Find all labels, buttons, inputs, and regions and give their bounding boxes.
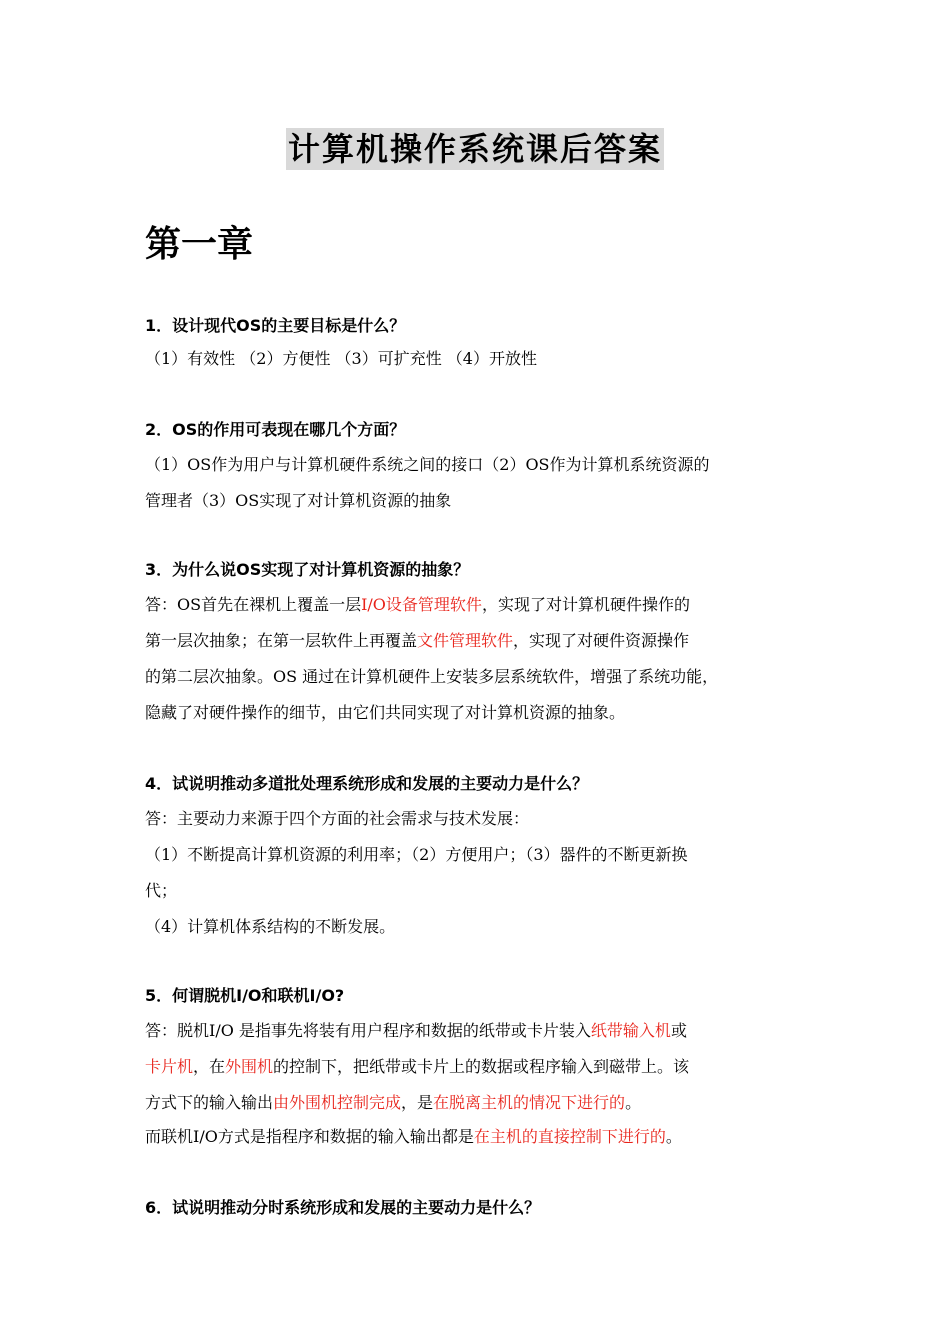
- question-3-answer-line-2: [145, 623, 825, 659]
- question-4-answer-line-3: 代；: [145, 881, 178, 900]
- question-3-answer-line-4: 隐藏了对硬件操作的细节，由它们共同实现了对计算机资源的抽象。: [145, 703, 626, 722]
- question-1-answer: （1）有效性 （2）方便性 （3）可扩充性 （4）开放性: [145, 349, 537, 368]
- highlight-text: 纸带输入机: [590, 1021, 671, 1040]
- text-run: 答：脱机I/O 是指事先将装有用户程序和数据的纸带或卡片装入: [145, 1021, 591, 1040]
- text-run: 。: [665, 1127, 682, 1146]
- highlight-text: 外围机: [225, 1057, 274, 1076]
- question-4-answer-line-4: （4）计算机体系结构的不断发展。: [145, 917, 396, 936]
- text-run: ，是: [401, 1093, 434, 1112]
- question-5-text: 5．何谓脱机I/O和联机I/O?: [145, 986, 345, 1005]
- question-3-answer-line-1: [145, 587, 825, 623]
- document-title: 计算机操作系统课后答案: [287, 130, 662, 168]
- question-6-text: 6．试说明推动分时系统形成和发展的主要动力是什么？: [145, 1198, 541, 1217]
- title-container: [0, 128, 950, 170]
- question-4: [145, 772, 825, 945]
- question-2: [145, 418, 825, 519]
- text-run: 答：OS首先在裸机上覆盖一层: [145, 595, 362, 614]
- question-4-text: 4．试说明推动多道批处理系统形成和发展的主要动力是什么？: [145, 774, 589, 793]
- chapter-heading: 第一章: [145, 224, 254, 265]
- highlight-text: 在脱离主机的情况下进行的: [433, 1093, 626, 1112]
- question-5-answer-line-3: [145, 1085, 825, 1121]
- question-4-answer-line-2: （1）不断提高计算机资源的利用率；（2）方便用户；（3）器件的不断更新换: [145, 845, 688, 864]
- text-run: 或: [670, 1021, 687, 1040]
- highlight-text: 在主机的直接控制下进行的: [473, 1127, 666, 1146]
- highlight-text: 由外围机控制完成: [273, 1093, 402, 1112]
- text-run: 方式下的输入输出: [145, 1093, 274, 1112]
- question-2-answer-line-1: （1）OS作为用户与计算机硬件系统之间的接口（2）OS作为计算机系统资源的: [145, 455, 710, 474]
- question-5-answer-line-2: [145, 1049, 825, 1085]
- question-3-answer-line-3: 的第二层次抽象。OS 通过在计算机硬件上安装多层系统软件，增强了系统功能，: [145, 667, 719, 686]
- text-run: ，实现了对硬件资源操作: [513, 631, 690, 650]
- question-2-answer-line-2: 管理者（3）OS实现了对计算机资源的抽象: [145, 491, 452, 510]
- question-4-answer-line-1: 答：主要动力来源于四个方面的社会需求与技术发展：: [145, 809, 530, 828]
- question-1: [145, 314, 825, 375]
- text-run: 的控制下，把纸带或卡片上的数据或程序输入到磁带上。该: [273, 1057, 690, 1076]
- highlight-text: I/O设备管理软件: [361, 595, 482, 614]
- question-5-answer-line-4: [145, 1121, 825, 1153]
- text-run: 而联机I/O方式是指程序和数据的输入输出都是: [145, 1127, 474, 1146]
- question-3-text: 3．为什么说OS实现了对计算机资源的抽象？: [145, 560, 470, 579]
- question-5: [145, 984, 825, 1153]
- text-run: ，实现了对计算机硬件操作的: [481, 595, 690, 614]
- text-run: ，在: [193, 1057, 226, 1076]
- text-run: 。: [625, 1093, 642, 1112]
- question-3: [145, 558, 825, 731]
- highlight-text: 卡片机: [145, 1057, 194, 1076]
- question-5-answer-line-1: [145, 1013, 825, 1049]
- highlight-text: 文件管理软件: [417, 631, 514, 650]
- question-6: [145, 1196, 825, 1225]
- question-1-text: 1．设计现代OS的主要目标是什么？: [145, 316, 406, 335]
- question-2-text: 2．OS的作用可表现在哪几个方面？: [145, 420, 406, 439]
- text-run: 第一层次抽象；在第一层软件上再覆盖: [145, 631, 418, 650]
